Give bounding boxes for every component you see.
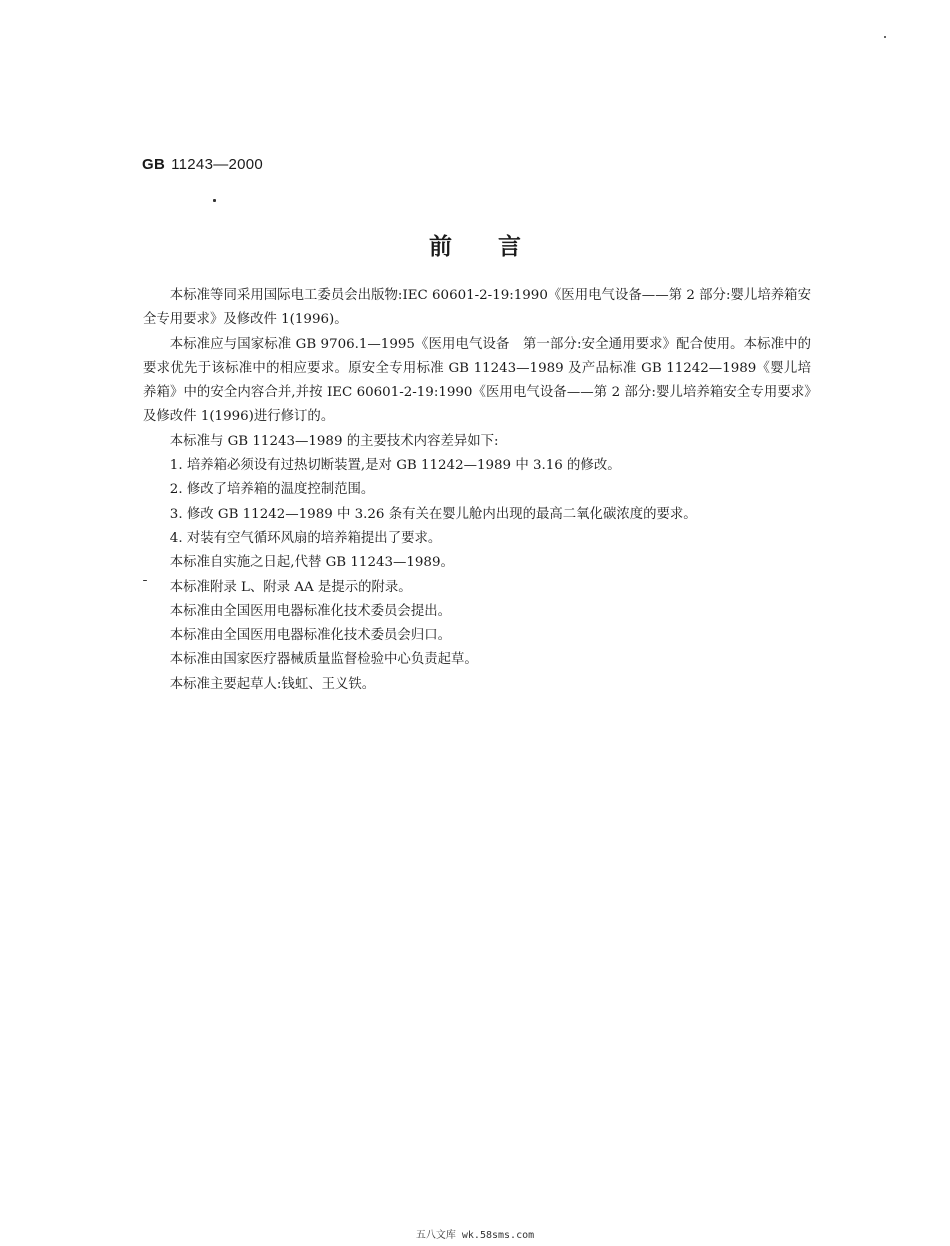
footer-watermark: 五八文库 wk.58sms.com (415, 1230, 535, 1241)
paragraph: 本标准等同采用国际电工委员会出版物:IEC 60601-2-19:1990《医用电气设备——第 2 部分:婴儿培养箱安全专用要求》及修改件 1(1996)。 (143, 288, 811, 328)
preface-body (143, 284, 811, 697)
scan-speck (213, 199, 216, 202)
list-item: 3. 修改 GB 11242—1989 中 3.26 条有关在婴儿舱内出现的最高二氧化碳浓度的要求。 (169, 506, 697, 522)
paragraph: 本标准由全国医用电器标准化技术委员会提出。 (169, 603, 451, 619)
page-title: 前言 (429, 233, 567, 260)
paragraph: 本标准应与国家标准 GB 9706.1—1995《医用电气设备 第一部分:安全通用要求》配合使用。本标准中的要求优先于该标准中的相应要求。原安全专用标准 GB 11243—1989 及产品标准 GB 11242—1989《婴儿培养箱》中的安全内容合并,并按 IEC 60601-2-19:1990《医用电气设备——第 2 部分:婴儿培养箱安全专用要求》及修改件 1(1996)进行修订的。 (143, 336, 811, 425)
paragraph: 本标准由国家医疗器械质量监督检验中心负责起草。 (169, 652, 478, 668)
paragraph: 本标准自实施之日起,代替 GB 11243—1989。 (169, 555, 454, 571)
standard-code (142, 156, 263, 173)
paragraph: 本标准与 GB 11243—1989 的主要技术内容差异如下: (169, 433, 499, 449)
list-item: 1. 培养箱必须设有过热切断装置,是对 GB 11242—1989 中 3.16 的修改。 (169, 458, 621, 474)
standard-prefix: GB (142, 156, 166, 173)
paragraph: 本标准主要起草人:钱虹、王义铁。 (169, 676, 376, 692)
scan-speck (884, 36, 886, 38)
paragraph: 本标准由全国医用电器标准化技术委员会归口。 (169, 628, 451, 644)
list-item: 2. 修改了培养箱的温度控制范围。 (169, 482, 375, 498)
standard-number: 11243—2000 (171, 156, 264, 173)
paragraph: 本标准附录 L、附录 AA 是提示的附录。 (169, 579, 412, 595)
list-item: 4. 对装有空气循环风扇的培养箱提出了要求。 (169, 530, 442, 546)
